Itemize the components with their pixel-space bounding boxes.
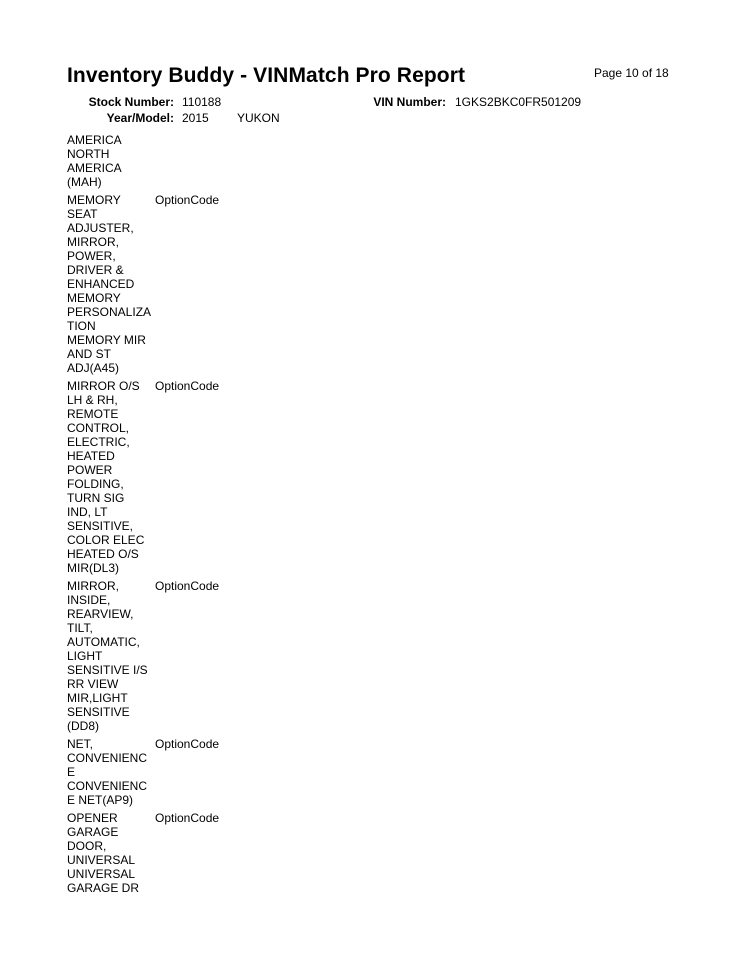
option-type: OptionCode: [155, 579, 220, 593]
options-list: [67, 133, 267, 899]
year-model-row: [0, 111, 742, 125]
option-item: [67, 193, 267, 375]
option-type: OptionCode: [155, 737, 220, 751]
option-item: [67, 737, 267, 807]
year-value: 2015: [182, 111, 209, 125]
option-name: MEMORY SEAT ADJUSTER, MIRROR, POWER, DRIVER & ENHANCED MEMORY PERSONALIZA TION MEMORY MIR AND ST ADJ(A45): [67, 193, 152, 375]
option-item: [67, 133, 267, 189]
stock-vin-row: [0, 95, 742, 109]
option-type: OptionCode: [155, 811, 220, 825]
option-item: [67, 579, 267, 733]
vin-number-label: VIN Number:: [373, 95, 446, 109]
stock-number-label: Stock Number:: [88, 95, 174, 109]
page-indicator: Page 10 of 18: [594, 66, 669, 80]
option-name: MIRROR O/S LH & RH, REMOTE CONTROL, ELECTRIC, HEATED POWER FOLDING, TURN SIG IND, LT SENSITIVE, COLOR ELEC HEATED O/S MIR(DL3): [67, 379, 145, 575]
option-type: OptionCode: [155, 379, 220, 393]
vin-number-value: 1GKS2BKC0FR501209: [455, 95, 582, 109]
option-name: AMERICA NORTH AMERICA (MAH): [67, 133, 122, 189]
option-name: NET, CONVENIENC E CONVENIENC E NET(AP9): [67, 737, 148, 807]
option-item: [67, 379, 267, 575]
option-name: OPENER GARAGE DOOR, UNIVERSAL UNIVERSAL GARAGE DR: [67, 811, 140, 895]
option-name: MIRROR, INSIDE, REARVIEW, TILT, AUTOMATIC, LIGHT SENSITIVE I/S RR VIEW MIR,LIGHT SENSITIVE (DD8): [67, 579, 148, 733]
year-model-label: Year/Model:: [106, 111, 174, 125]
model-value: YUKON: [237, 111, 280, 125]
report-title: Inventory Buddy - VINMatch Pro Report: [67, 64, 466, 87]
stock-number-value: 110188: [182, 95, 222, 109]
option-type: OptionCode: [155, 193, 220, 207]
option-item: [67, 811, 267, 895]
